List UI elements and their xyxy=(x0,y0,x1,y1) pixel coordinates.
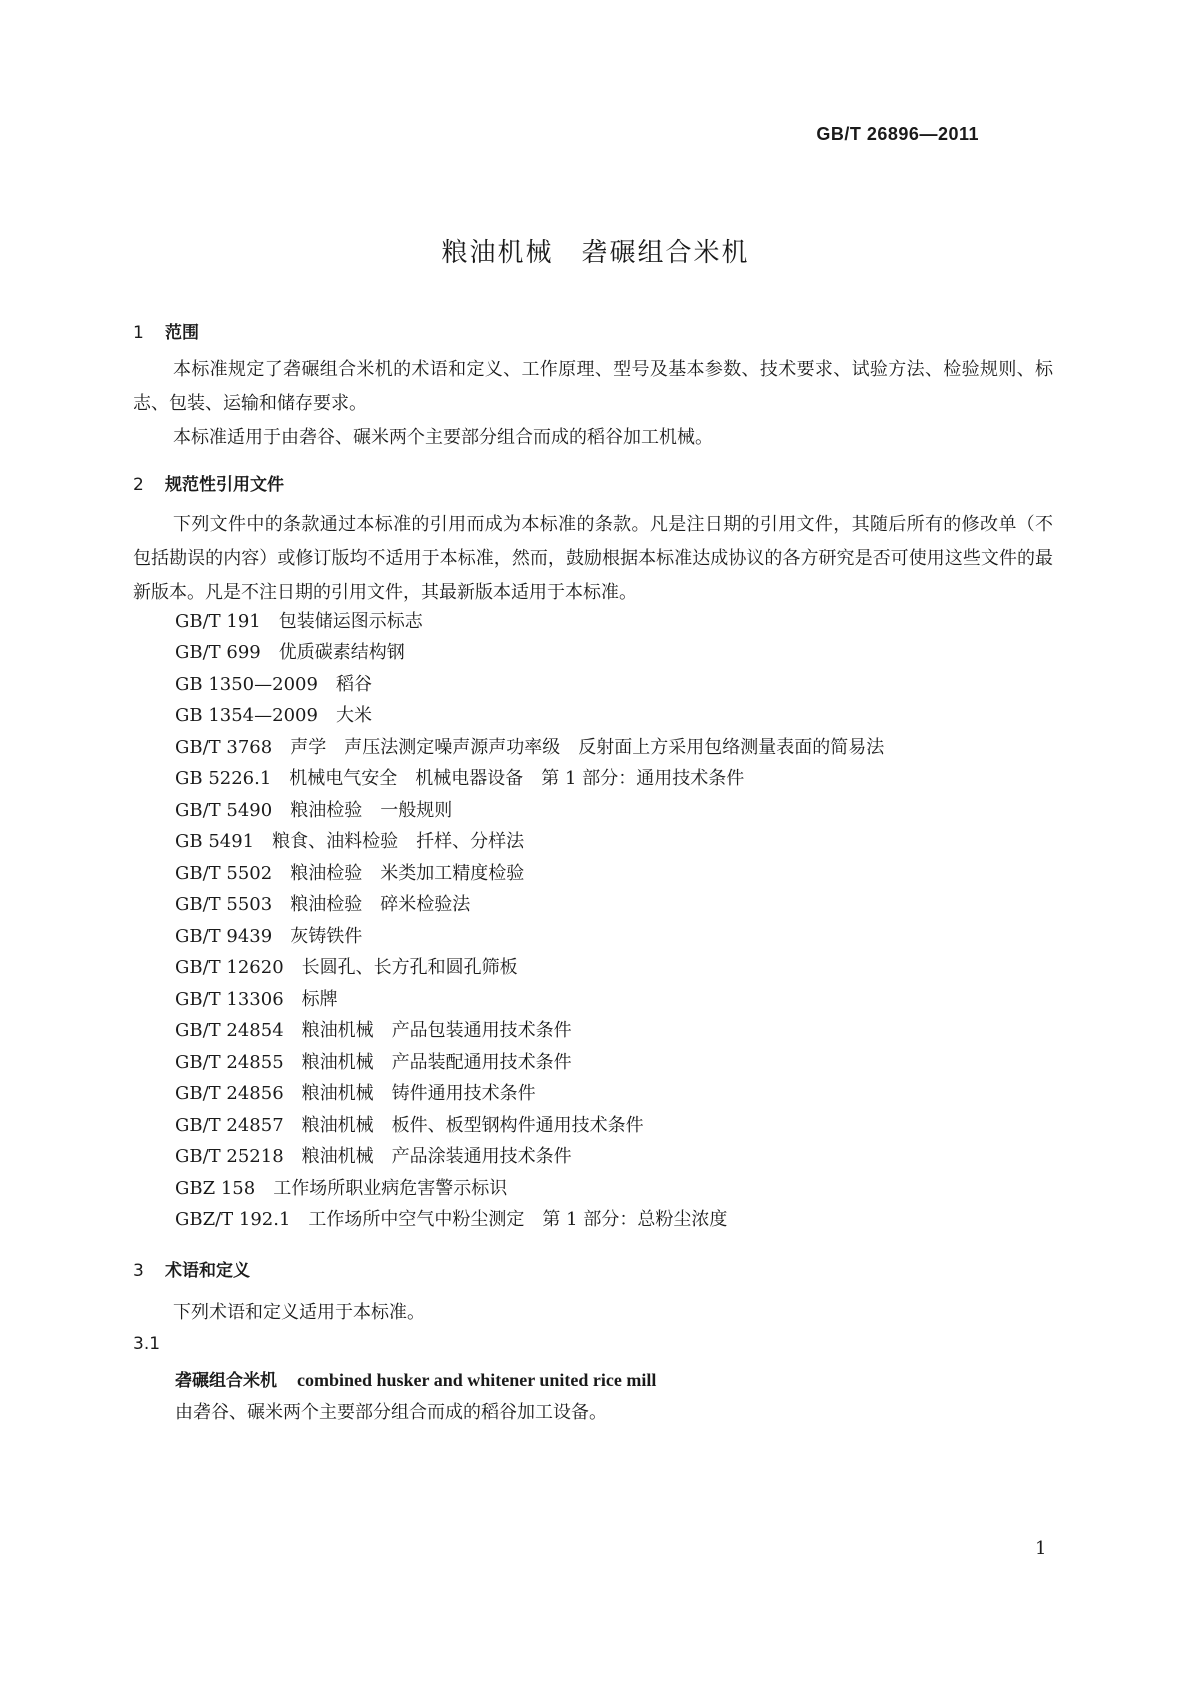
subclause-number: 3.1 xyxy=(133,1334,161,1354)
section-number: 3 xyxy=(133,1261,144,1281)
term-english: combined husker and whitener united rice mill xyxy=(297,1370,657,1390)
reference-item: GB 1350—2009 稻谷 xyxy=(175,674,372,695)
section-2-heading xyxy=(133,470,284,495)
normative-references-intro: 下列文件中的条款通过本标准的引用而成为本标准的条款。凡是注日期的引用文件，其随后所有的修改单（不包括勘误的内容）或修订版均不适用于本标准，然而，鼓励根据本标准达成协议的各方研究是否可使用这些文件的最新版本。凡是不注日期的引用文件，其最新版本适用于本标准。 xyxy=(133,514,1053,603)
reference-item: GB/T 5503 粮油检验 碎米检验法 xyxy=(175,894,471,915)
reference-item: GB/T 13306 标牌 xyxy=(175,989,338,1010)
reference-item: GBZ/T 192.1 工作场所中空气中粉尘测定 第 1 部分：总粉尘浓度 xyxy=(175,1209,728,1230)
scope-paragraph-1: 本标准规定了砻碾组合米机的术语和定义、工作原理、型号及基本参数、技术要求、试验方法、检验规则、标志、包装、运输和储存要求。 xyxy=(133,359,1053,414)
reference-item: GBZ 158 工作场所职业病危害警示标识 xyxy=(175,1178,508,1199)
reference-item: GB 5226.1 机械电气安全 机械电器设备 第 1 部分：通用技术条件 xyxy=(175,768,745,789)
reference-item: GB/T 5490 粮油检验 一般规则 xyxy=(175,800,453,821)
section-number: 2 xyxy=(133,475,144,495)
document-title: 粮油机械 砻碾组合米机 xyxy=(441,238,750,268)
reference-item: GB 5491 粮食、油料检验 扦样、分样法 xyxy=(175,831,525,852)
term-chinese: 砻碾组合米机 xyxy=(175,1371,277,1391)
term-entry xyxy=(175,1366,656,1391)
scope-paragraph-2: 本标准适用于由砻谷、碾米两个主要部分组合而成的稻谷加工机械。 xyxy=(173,427,713,448)
section-title: 术语和定义 xyxy=(165,1261,250,1281)
reference-item: GB/T 3768 声学 声压法测定噪声源声功率级 反射面上方采用包络测量表面的简易法 xyxy=(175,737,885,758)
reference-item: GB/T 191 包装储运图示标志 xyxy=(175,611,423,632)
section-number: 1 xyxy=(133,323,144,343)
reference-item: GB/T 699 优质碳素结构钢 xyxy=(175,642,405,663)
terms-intro: 下列术语和定义适用于本标准。 xyxy=(173,1302,425,1323)
section-title: 规范性引用文件 xyxy=(165,475,284,495)
reference-item: GB/T 5502 粮油检验 米类加工精度检验 xyxy=(175,863,525,884)
reference-item: GB/T 24855 粮油机械 产品装配通用技术条件 xyxy=(175,1052,572,1073)
reference-item: GB/T 24856 粮油机械 铸件通用技术条件 xyxy=(175,1083,536,1104)
reference-item: GB/T 24857 粮油机械 板件、板型钢构件通用技术条件 xyxy=(175,1115,644,1136)
term-definition: 由砻谷、碾米两个主要部分组合而成的稻谷加工设备。 xyxy=(175,1402,607,1423)
reference-item: GB/T 25218 粮油机械 产品涂装通用技术条件 xyxy=(175,1146,572,1167)
section-3-heading xyxy=(133,1256,250,1281)
reference-item: GB/T 12620 长圆孔、长方孔和圆孔筛板 xyxy=(175,957,518,978)
standard-code: GB/T 26896—2011 xyxy=(816,124,979,144)
reference-item: GB 1354—2009 大米 xyxy=(175,705,372,726)
reference-item: GB/T 9439 灰铸铁件 xyxy=(175,926,363,947)
section-title: 范围 xyxy=(165,323,199,343)
reference-item: GB/T 24854 粮油机械 产品包装通用技术条件 xyxy=(175,1020,572,1041)
page-number: 1 xyxy=(1035,1538,1047,1559)
section-1-heading xyxy=(133,318,199,343)
